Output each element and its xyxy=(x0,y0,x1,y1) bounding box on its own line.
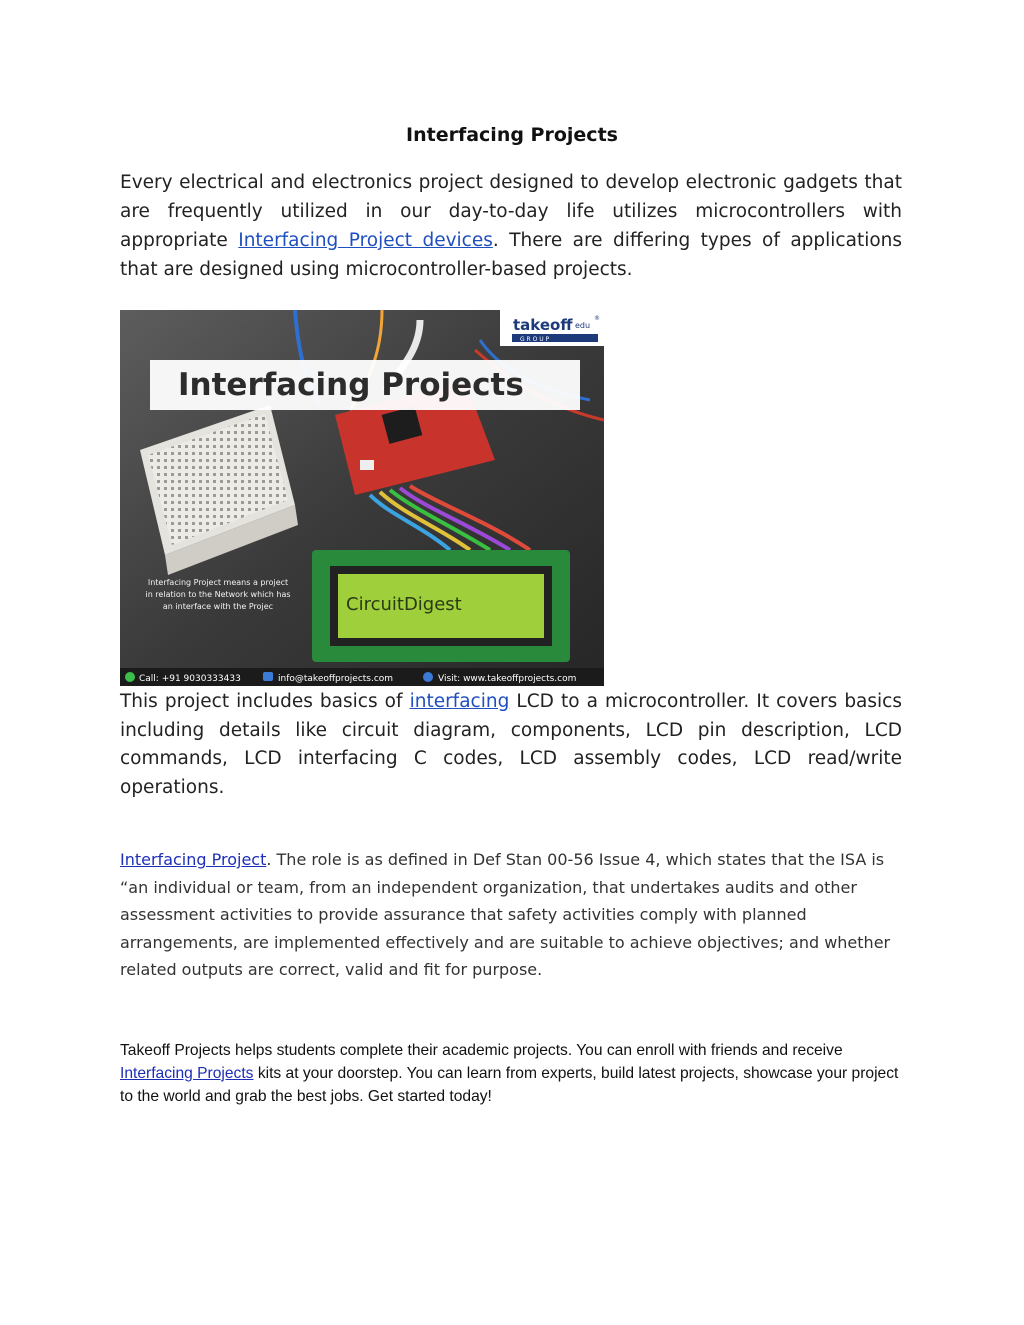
globe-icon xyxy=(423,672,433,682)
promo-text-start: Takeoff Projects helps students complete their academic projects. You can enroll with friends and receive xyxy=(120,1042,843,1059)
intro-paragraph xyxy=(120,168,902,284)
whatsapp-icon xyxy=(125,672,135,682)
caption-line-3: an interface with the Projec xyxy=(162,602,274,611)
intro-text-start: Every electrical and electronics project designed to develop electronic gadgets that are frequently utilized in our day-to-day life utilizes microcontrollers with appropriate xyxy=(120,172,902,251)
promo-text-end: kits at your doorstep. You can learn from experts, build latest projects, showcase your project to the world and grab the best jobs. Get started today! xyxy=(120,1065,899,1105)
lcd-module xyxy=(312,550,570,662)
intro-text-end: . There are differing types of applications that are designed using microcontroller-based projects. xyxy=(120,230,903,280)
hero-image xyxy=(120,310,604,686)
page-title: Interfacing Projects xyxy=(406,124,618,146)
interfacing-projects-link[interactable]: Interfacing Projects xyxy=(120,1065,254,1082)
interfacing-project-devices-link[interactable]: Interfacing Project devices xyxy=(238,230,493,251)
caption-line-1: Interfacing Project means a project xyxy=(147,578,289,587)
role-paragraph xyxy=(120,846,910,984)
logo-reg-mark: ® xyxy=(594,315,600,322)
banner-title: Interfacing Projects xyxy=(178,367,524,403)
call-text: Call: +91 9030333433 xyxy=(139,674,241,684)
visit-text: Visit: www.takeoffprojects.com xyxy=(438,674,577,684)
email-text: info@takeoffprojects.com xyxy=(278,674,394,684)
hero-illustration xyxy=(120,310,604,686)
lcd-text-end: LCD to a microcontroller. It covers basics including details like circuit diagram, components, LCD pin description, LCD commands, LCD interfacing C codes, LCD assembly codes, LCD read/write operations. xyxy=(120,691,902,798)
interfacing-project-link[interactable]: Interfacing Project xyxy=(120,850,267,869)
lcd-display-text: CircuitDigest xyxy=(346,594,462,615)
lcd-text-start: This project includes basics of xyxy=(120,691,410,712)
promo-paragraph xyxy=(120,1039,910,1108)
lcd-paragraph xyxy=(120,688,902,802)
caption-line-2: in relation to the Network which has xyxy=(145,590,291,599)
hero-caption xyxy=(145,578,290,611)
email-icon xyxy=(263,672,273,681)
logo-main-text: takeoff xyxy=(513,316,573,334)
role-text: . The role is as defined in Def Stan 00-56 Issue 4, which states that the ISA is “an individual or team, from an independent organization, that undertakes audits and other assessment activities to provide assurance that safety activities comply with planned arrangements, are implemented effectively and are suitable to achieve objectives; and whether related outputs are correct, valid and fit for purpose. xyxy=(120,850,891,979)
logo-group-text: G R O U P xyxy=(520,336,550,343)
interfacing-link[interactable]: interfacing xyxy=(409,691,510,712)
logo-sup-text: edu xyxy=(575,321,591,330)
takeoff-logo xyxy=(500,310,604,346)
